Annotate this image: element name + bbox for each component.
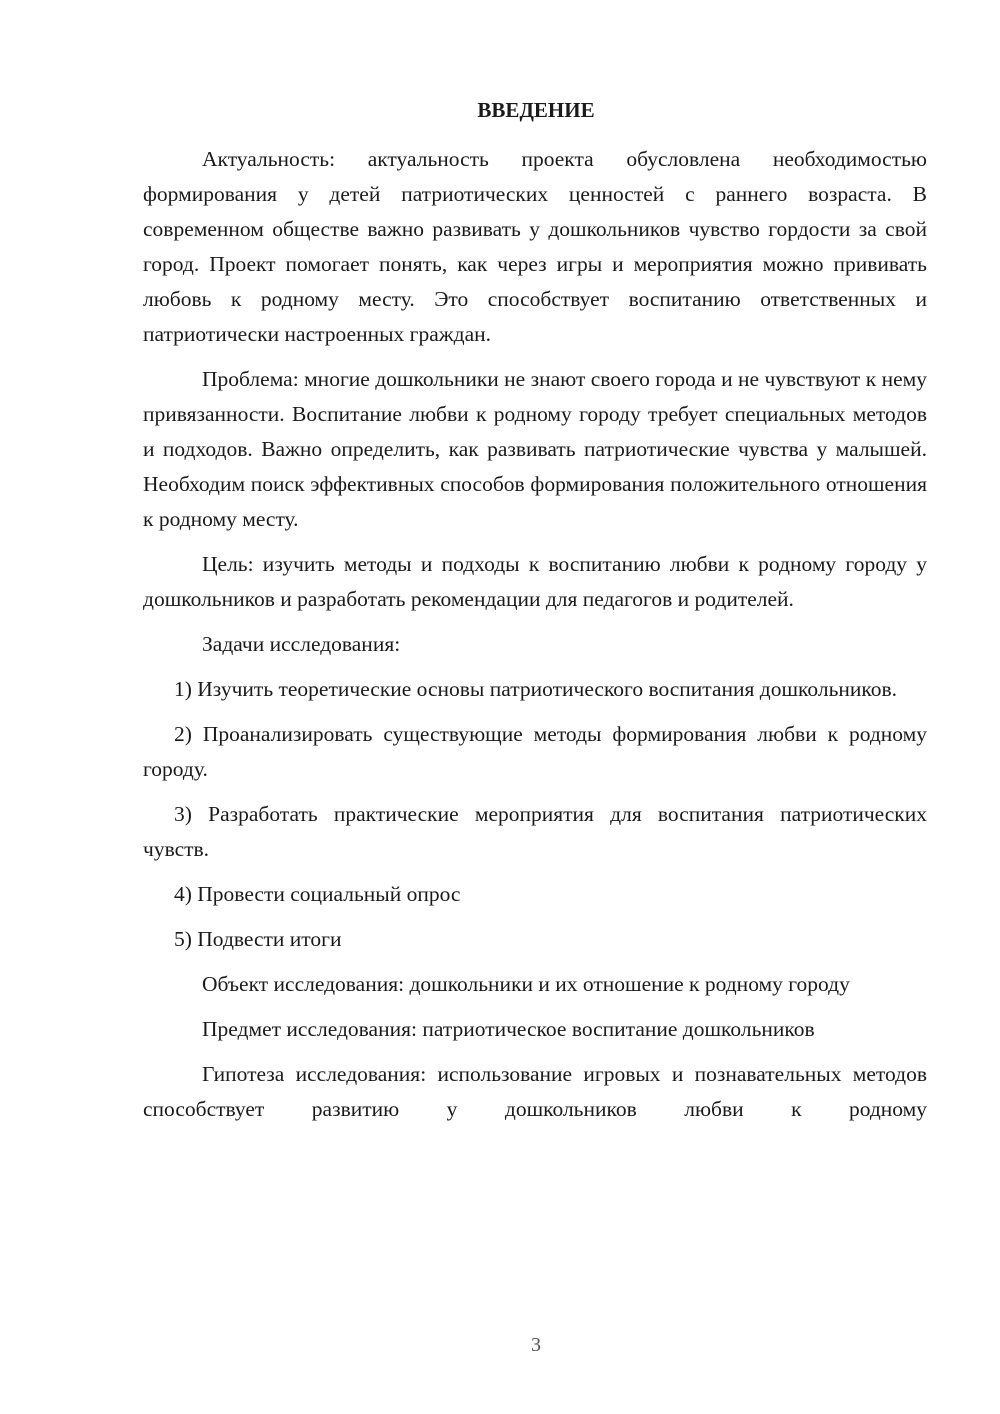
task-item-2: 2) Проанализировать существующие методы формирования любви к родному городу. xyxy=(143,722,927,781)
task-item-5: 5) Подвести итоги xyxy=(174,927,342,951)
paragraph-hypothesis: Гипотеза исследования: использование игровых и познавательных методов способствует развитию у дошкольников любви к родному xyxy=(143,1062,927,1121)
document-body xyxy=(143,142,927,1137)
paragraph-tasks-heading: Задачи исследования: xyxy=(202,632,401,656)
page-number: 3 xyxy=(531,1334,541,1356)
task-item-4: 4) Провести социальный опрос xyxy=(174,882,461,906)
task-item-3: 3) Разработать практические мероприятия для воспитания патриотических чувств. xyxy=(143,802,927,861)
paragraph-problem: Проблема: многие дошкольники не знают своего города и не чувствуют к нему привязанности. Воспитание любви к родному городу требует специальных методов и подходов. Важно определить, как развивать патриотические чувства у малышей. Необходим поиск эффективных способов формирования положительного отношения к родному месту. xyxy=(143,367,927,531)
paragraph-object: Объект исследования: дошкольники и их отношение к родному городу xyxy=(202,972,850,996)
paragraph-subject: Предмет исследования: патриотическое воспитание дошкольников xyxy=(202,1017,815,1041)
section-heading: ВВЕДЕНИЕ xyxy=(477,98,595,122)
paragraph-goal: Цель: изучить методы и подходы к воспитанию любви к родному городу у дошкольников и разработать рекомендации для педагогов и родителей. xyxy=(143,552,927,611)
task-item-1: 1) Изучить теоретические основы патриотического воспитания дошкольников. xyxy=(174,677,898,701)
paragraph-relevance: Актуальность: актуальность проекта обусловлена необходимостью формирования у детей патриотических ценностей с раннего возраста. В современном обществе важно развивать у дошкольников чувство гордости за свой город. Проект помогает понять, как через игры и мероприятия можно прививать любовь к родному месту. Это способствует воспитанию ответственных и патриотически настроенных граждан. xyxy=(143,147,927,346)
